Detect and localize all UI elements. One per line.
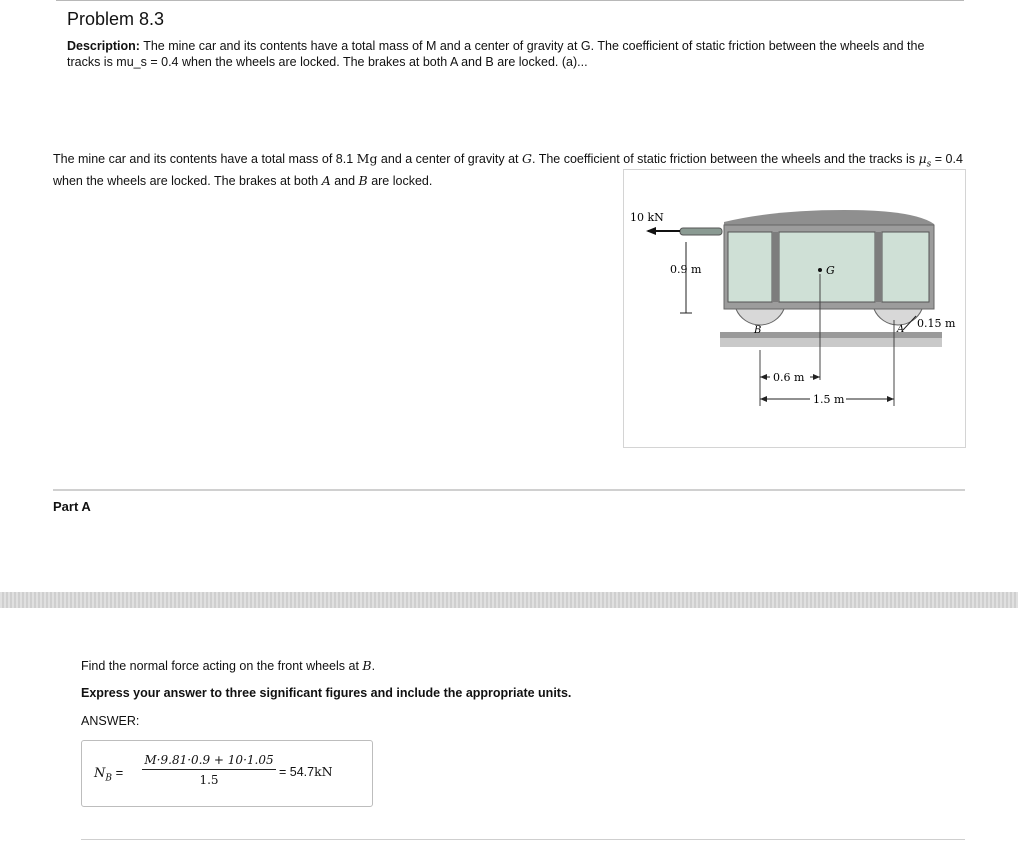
question-var-b: B: [362, 658, 372, 673]
description-text: The mine car and its contents have a total mass of M and a center of gravity at G. The coefficient of static friction between the wheels and the tracks is mu_s = 0.4 when the wheels are locked. The brakes at both A and B are locked. (a)...: [67, 39, 925, 69]
force-label: 10 kN: [630, 211, 664, 224]
car-post-right: [875, 232, 882, 302]
wheel-a-label: A: [897, 324, 905, 335]
answer-var-n: N: [94, 766, 106, 781]
car-post-left: [772, 232, 779, 302]
problem-description: [67, 38, 947, 70]
part-a-label: Part A: [53, 499, 91, 514]
description-label: Description:: [67, 39, 140, 53]
statement-text-6: are locked.: [367, 173, 433, 188]
answer-instruction: Express your answer to three significant figures and include the appropriate units.: [81, 686, 572, 700]
var-a: A: [321, 172, 331, 188]
car-panel-right: [882, 232, 929, 302]
statement-text-5: and: [330, 173, 359, 188]
answer-variable: [94, 765, 123, 784]
track-bed: [720, 338, 942, 347]
answer-label: ANSWER:: [81, 714, 140, 728]
question-text: [81, 658, 375, 673]
statement-text-2: and a center of gravity at: [377, 152, 522, 166]
question-text-post: .: [371, 659, 376, 673]
var-g: G: [521, 151, 532, 166]
bottom-divider: [81, 839, 965, 840]
dim-short-label: 0.6 m: [773, 371, 805, 384]
answer-result-value: = 54.7: [279, 765, 315, 779]
part-divider: [53, 489, 965, 491]
chain: [680, 228, 722, 235]
height-label: 0.9 m: [670, 263, 702, 276]
statement-text-3: . The coefficient of static friction between the wheels and the tracks is: [531, 152, 919, 166]
force-arrow-head: [646, 227, 656, 235]
top-divider: [56, 0, 964, 1]
answer-numerator: M·9.81·0.9 + 10·1.05: [142, 753, 276, 770]
problem-title: Problem 8.3: [67, 9, 165, 29]
dim-long-label: 1.5 m: [813, 393, 845, 406]
statement-text-4: = 0.4 when the wheels are locked. The brakes at both: [53, 152, 963, 188]
answer-var-sub: B: [105, 773, 112, 784]
answer-denominator: 1.5: [199, 773, 219, 787]
g-label: G: [826, 264, 835, 277]
answer-result-unit: kN: [314, 764, 333, 779]
wheel-b: [736, 309, 784, 325]
center-of-gravity-dot: [818, 268, 822, 272]
car-panel-left: [728, 232, 772, 302]
var-b: B: [358, 172, 368, 188]
radius-label: 0.15 m: [917, 317, 956, 330]
answer-equals: =: [112, 765, 124, 780]
mine-car-figure: [623, 169, 966, 448]
var-mu-sub: s: [926, 159, 932, 170]
wheel-b-label: B: [754, 325, 762, 336]
var-mu: μ: [918, 151, 927, 166]
question-text-pre: Find the normal force acting on the front wheels at: [81, 659, 363, 673]
section-band: [0, 592, 1018, 608]
mass-unit: Mg: [356, 151, 378, 166]
statement-text-1: The mine car and its contents have a total mass of 8.1: [53, 152, 357, 166]
answer-fraction: [142, 753, 276, 787]
mine-car-diagram: [624, 170, 965, 447]
answer-box[interactable]: [81, 740, 373, 807]
answer-result: [279, 764, 333, 779]
